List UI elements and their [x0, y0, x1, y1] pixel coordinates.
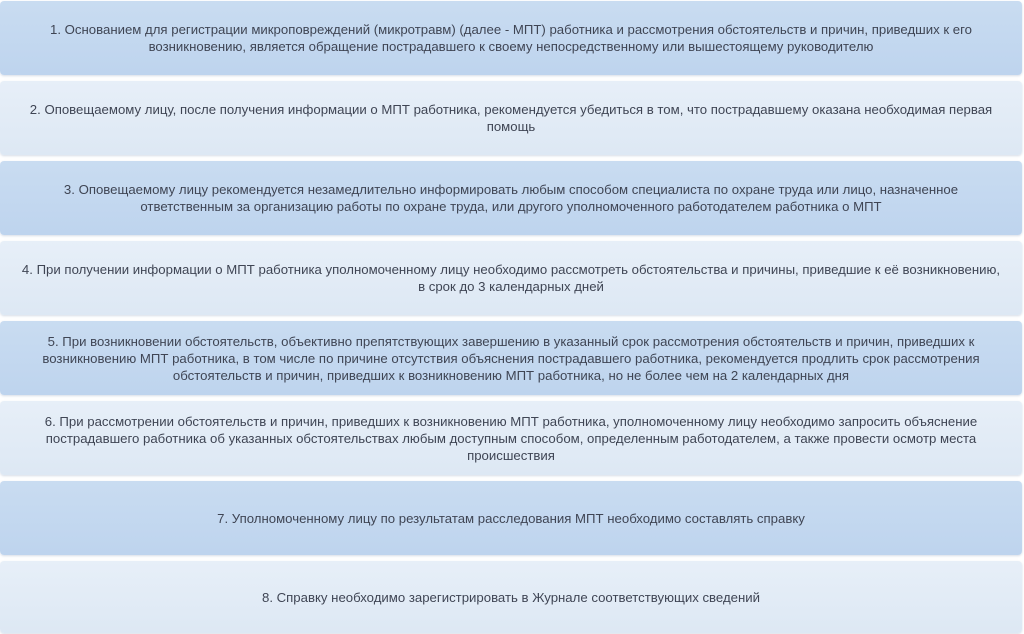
step-text-1: 1. Основанием для регистрации микроповреждений (микротравм) (далее - МПТ) работника и рассмотрения обстоятельств и причин, приведших к его возникновению, является обращение пострадавшего к своему непосредственному или вышестоящему руководителю — [50, 22, 972, 54]
step-card-1 — [0, 1, 1022, 75]
step-text-2: 2. Оповещаемому лицу, после получения информации о МПТ работника, рекомендуется убедиться в том, что пострадавшему оказана необходимая первая помощь — [29, 102, 993, 134]
step-text-7: 7. Уполномоченному лицу по результатам расследования МПТ необходимо составлять справку — [217, 510, 805, 526]
step-text-8: 8. Справку необходимо зарегистрировать в Журнале соответствующих сведений — [261, 589, 760, 605]
step-card-8 — [0, 561, 1022, 633]
step-card-2 — [0, 81, 1022, 155]
step-text-5: 5. При возникновении обстоятельств, объективно препятствующих завершению в указанный срок рассмотрения обстоятельств и причин, приведших к возникновению МПТ работника, в том числе по причине отсутствия объяснения пострадавшего работника, рекомендуется продлить срок рассмотрения обстоятельств и причин, приведших к возникновению МПТ работника, но не более чем на 2 календарных дня — [42, 333, 980, 383]
step-card-6 — [0, 401, 1022, 475]
step-card-7 — [0, 481, 1022, 555]
step-card-5 — [0, 321, 1022, 395]
step-text-6: 6. При рассмотрении обстоятельств и причин, приведших к возникновению МПТ работника, уполномоченному лицу необходимо запросить объяснение пострадавшего работника об указанных обстоятельствах любым доступным способом, определенным работодателем, а также провести осмотр места происшествия — [44, 413, 978, 463]
step-text-3: 3. Оповещаемому лицу рекомендуется незамедлительно информировать любым способом специалиста по охране труда или лицо, назначенное ответственным за организацию работы по охране труда, или другого уполномоченного работодателем работника о МПТ — [63, 182, 959, 214]
step-card-3 — [0, 161, 1022, 235]
step-card-4 — [0, 241, 1022, 315]
step-text-4: 4. При получении информации о МПТ работника уполномоченному лицу необходимо рассмотреть обстоятельства и причины, приведшие к её возникновению, в срок до 3 календарных дней — [21, 262, 1001, 294]
